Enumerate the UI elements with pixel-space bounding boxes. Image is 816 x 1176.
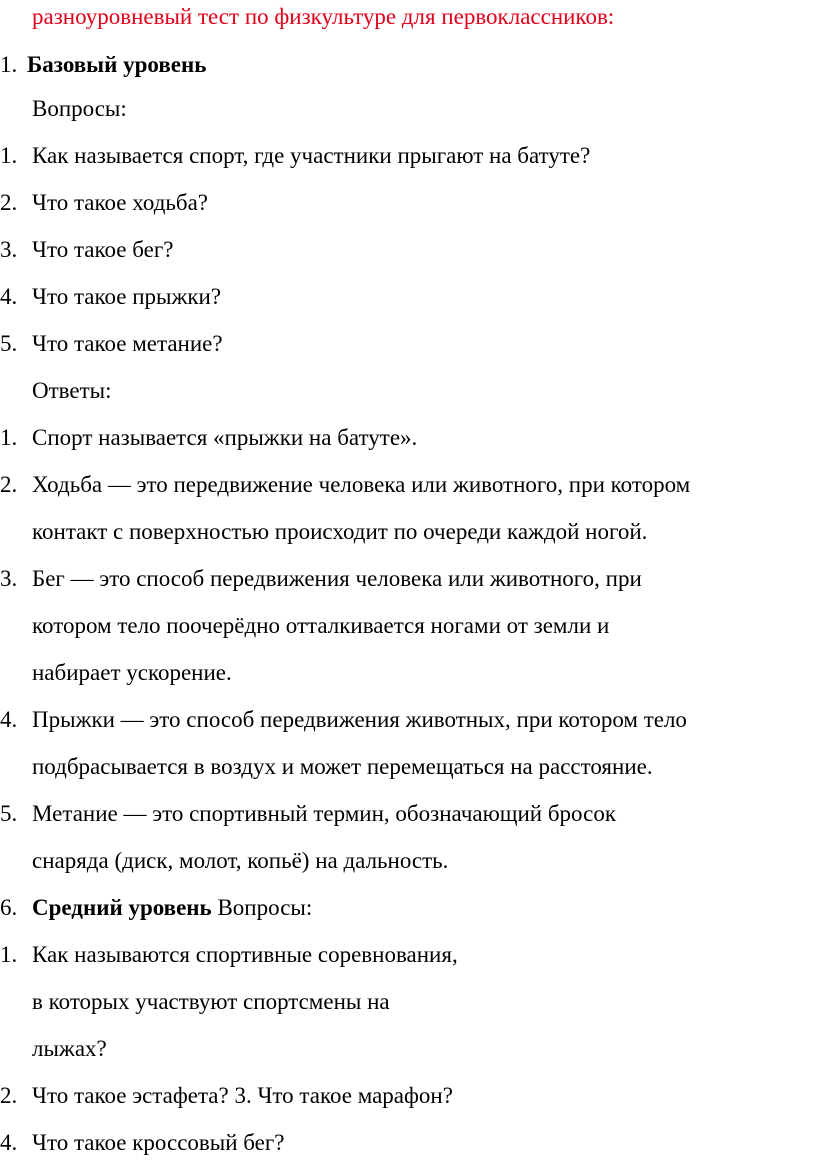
item-text-continuation: снаряда (диск, молот, копьё) на дальность. <box>32 848 449 873</box>
item-number: 1. <box>0 143 18 168</box>
item-text: Что такое прыжки? <box>32 284 222 309</box>
item-number: 3. <box>0 237 18 262</box>
item-number: 3. <box>0 566 18 591</box>
item-number: 4. <box>0 1130 18 1155</box>
section-tail: Вопросы: <box>211 895 313 920</box>
item-number: 2. <box>0 472 18 497</box>
item-text-continuation: набирает ускорение. <box>32 660 232 685</box>
item-text-continuation: котором тело поочерёдно отталкивается ногами от земли и <box>32 613 610 638</box>
item-number: 4. <box>0 707 18 732</box>
item-text: Спорт называется «прыжки на батуте». <box>32 425 418 450</box>
item-text: Бег — это способ передвижения человека или животного, при <box>32 566 642 591</box>
item-text: Как называются спортивные соревнования, <box>32 942 458 967</box>
item-text-continuation: подбрасывается в воздух и может перемещаться на расстояние. <box>32 754 653 779</box>
item-text: Что такое метание? <box>32 331 223 356</box>
section-title: Базовый уровень <box>27 52 207 77</box>
item-number: 5. <box>0 331 18 356</box>
item-text-continuation: лыжах? <box>32 1036 107 1061</box>
item-number: 4. <box>0 284 18 309</box>
section-number: 6. <box>0 895 18 920</box>
item-text-continuation: контакт с поверхностью происходит по очереди каждой ногой. <box>32 519 648 544</box>
item-number: 1. <box>0 942 18 967</box>
item-number: 1. <box>0 425 18 450</box>
item-text: Что такое бег? <box>32 237 174 262</box>
item-text: Ходьба — это передвижение человека или животного, при котором <box>32 472 691 497</box>
item-number: 5. <box>0 801 18 826</box>
item-text: Прыжки — это способ передвижения животных, при котором тело <box>32 707 687 732</box>
questions-label: Вопросы: <box>32 96 127 121</box>
item-number: 2. <box>0 190 18 215</box>
item-text: Как называется спорт, где участники прыгают на батуте? <box>32 143 591 168</box>
item-text: Что такое кроссовый бег? <box>32 1130 285 1155</box>
item-text: Что такое ходьба? <box>32 190 209 215</box>
section-title: Средний уровень <box>32 895 212 920</box>
section-number: 1. <box>0 52 18 77</box>
answers-label: Ответы: <box>32 378 112 403</box>
item-text-continuation: в которых участвуют спортсмены на <box>32 989 390 1014</box>
section-heading-wrap <box>32 893 312 923</box>
item-text: Что такое эстафета? 3. Что такое марафон? <box>32 1083 453 1108</box>
document-title: разноуровневый тест по физкультуре для первоклассников: <box>32 4 615 29</box>
item-text: Метание — это спортивный термин, обозначающий бросок <box>32 801 617 826</box>
item-number: 2. <box>0 1083 18 1108</box>
